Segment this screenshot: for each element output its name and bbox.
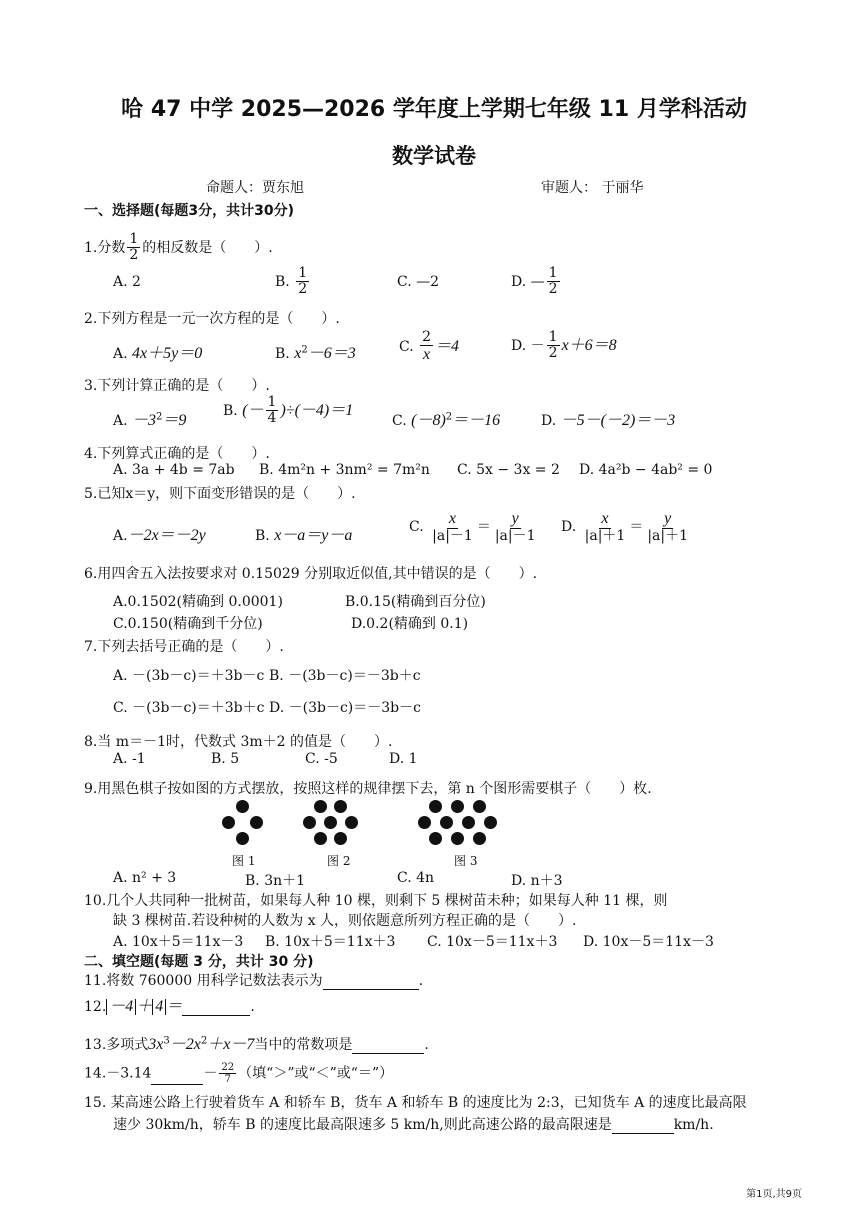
option-b[interactable]: B. x－a＝y－a: [255, 527, 353, 544]
option-d[interactable]: D. 10x－5＝11x－3: [583, 934, 714, 950]
question-15-line-2: 速少 30km/h，轿车 B 的速度比最高限速多 5 km/h,则此高速公路的最高限速是 km/h.: [113, 1117, 714, 1133]
option-c[interactable]: C. $\frac{2}{x}$ ＝4: [399, 329, 460, 364]
question-8-options: [113, 751, 613, 771]
option-d[interactable]: D. — $\frac{1}{2}$: [511, 265, 558, 298]
option-c[interactable]: C. -5: [305, 751, 338, 767]
figure-3-caption: 图 3: [454, 854, 478, 868]
option-c[interactable]: C. —2: [397, 274, 440, 290]
question-12: 12. －4 ＋ 4 ＝ .: [84, 998, 255, 1015]
question-15-line-1: 15. 某高速公路上行驶着货车 A 和轿车 B，货车 A 和轿车 B 的速度比为 2:3，已知货车 A 的速度比最高限: [84, 1095, 747, 1111]
option-b[interactable]: B. $\frac{1}{2}$: [275, 265, 308, 298]
option-b[interactable]: B. 5: [211, 751, 240, 767]
answer-blank[interactable]: [182, 1015, 250, 1016]
option-c[interactable]: C. 10x－5＝11x＋3: [427, 934, 558, 950]
option-b[interactable]: B.0.15(精确到百分位): [345, 594, 486, 610]
option-b[interactable]: B. 3n＋1: [245, 873, 306, 889]
question-1: 1.分数 $\frac{1}{2}$ 的相反数是（ ）.: [84, 231, 273, 264]
option-a[interactable]: A. 10x＋5＝11x－3: [113, 934, 244, 950]
option-a[interactable]: A. 4x＋5y＝0: [113, 345, 203, 362]
page-subtitle: 数学试卷: [392, 144, 476, 168]
option-c[interactable]: C. 5x − 3x = 2: [457, 462, 560, 478]
question-9-options: [113, 870, 713, 890]
question-10-line-1: 10.几个人共同种一批树苗，如果每人种 10 棵，则剩下 5 棵树苗未种；如果每人种 11 棵，则: [84, 893, 668, 909]
option-a[interactable]: A. -1: [113, 751, 146, 767]
answer-blank[interactable]: [612, 1133, 674, 1134]
page-title: 哈 47 中学 2025—2026 学年度上学期七年级 11 月学科活动: [121, 97, 747, 122]
option-d[interactable]: D. $\frac{x}{|a|+1}$ ＝ $\frac{y}{|a|+1}$: [561, 510, 689, 544]
figure-2-caption: 图 2: [327, 854, 351, 868]
question-4-options: [113, 462, 833, 482]
option-c[interactable]: C. －(3b－c)＝＋3b＋c: [113, 700, 265, 716]
option-a[interactable]: A. 2: [113, 274, 141, 290]
option-d[interactable]: D. n＋3: [511, 873, 563, 889]
option-a[interactable]: A. $-3^2=9$: [113, 411, 187, 429]
option-d[interactable]: D. －5－(－2)＝－3: [541, 412, 676, 429]
figure-1-caption: 图 1: [232, 854, 256, 868]
section-fill-heading: 二、填空题(每题 3 分，共计 30 分): [84, 954, 314, 970]
question-2: 2.下列方程是一元一次方程的是（ ）.: [84, 311, 340, 327]
option-c[interactable]: C. $(-8)^2=-16$: [392, 411, 501, 429]
option-a[interactable]: A.0.1502(精确到 0.0001): [113, 594, 283, 610]
answer-blank[interactable]: [151, 1084, 203, 1085]
question-13: 13.多项式$3x^3-2x^2+x-7$当中的常数项是 .: [84, 1035, 429, 1053]
question-5: 5.已知x＝y，则下面变形错误的是（ ）.: [84, 486, 356, 502]
question-4: 4.下列算式正确的是（ ）.: [84, 446, 270, 462]
option-d[interactable]: D. －(3b－c)＝－3b－c: [269, 700, 421, 716]
option-b[interactable]: B. 10x＋5＝11x＋3: [265, 934, 396, 950]
option-c[interactable]: C. $\frac{x}{|a|-1}$ ＝ $\frac{y}{|a|-1}$: [409, 510, 536, 544]
section-choice-heading: 一、选择题(每题3分，共计30分): [84, 203, 295, 219]
option-a[interactable]: A. 3a + 4b = 7ab: [113, 462, 235, 478]
question-9: 9.用黑色棋子按如图的方式摆放，按照这样的规律摆下去，第 n 个图形需要棋子（ ）枚.: [84, 781, 652, 797]
question-6-options: [113, 591, 813, 635]
answer-blank[interactable]: [323, 989, 419, 990]
question-7-options: [113, 665, 813, 721]
option-a[interactable]: A. n² + 3: [113, 870, 177, 886]
option-c[interactable]: C.0.150(精确到千分位): [113, 616, 263, 632]
option-a[interactable]: A.－2x＝－2y: [113, 527, 206, 544]
question-2-options: [113, 330, 813, 370]
question-3: 3.下列计算正确的是（ ）.: [84, 378, 270, 394]
figure-3-pattern: [418, 800, 518, 846]
question-11: 11.将数 760000 用科学记数法表示为 .: [84, 973, 424, 989]
question-8: 8.当 m＝－1时，代数式 3m＋2 的值是（ ）.: [84, 734, 393, 750]
option-d[interactable]: D. － $\frac{1}{2}$ x＋6＝8: [511, 329, 617, 362]
question-5-options: [113, 510, 833, 556]
figure-1-pattern: [218, 800, 270, 846]
option-b[interactable]: B. (－ $\frac{1}{4}$ )÷(－4)＝1: [223, 394, 354, 427]
option-c[interactable]: C. 4n: [397, 870, 435, 886]
page-number: 第1页,共9页: [746, 1189, 802, 1200]
option-d[interactable]: D.0.2(精确到 0.1): [351, 616, 469, 632]
figure-2-pattern: [303, 800, 369, 846]
fraction: $\frac{1}{2}$: [129, 231, 139, 264]
question-10-options: [113, 931, 833, 951]
question-14: 14.－3.14 － $\frac{22}{7}$ （填“＞”或“＜”或“＝”）: [84, 1062, 394, 1085]
answer-blank[interactable]: [352, 1053, 424, 1054]
question-6: 6.用四舍五入法按要求对 0.15029 分别取近似值,其中错误的是（ ）.: [84, 566, 538, 582]
question-3-options: [113, 395, 813, 439]
question-1-options: [113, 266, 813, 306]
option-a[interactable]: A. －(3b－c)＝＋3b－c: [113, 668, 265, 684]
question-7: 7.下列去括号正确的是（ ）.: [84, 639, 284, 655]
reviewer-name: 审题人： 于丽华: [541, 180, 644, 196]
option-d[interactable]: D. 4a²b − 4ab² = 0: [579, 462, 713, 478]
option-d[interactable]: D. 1: [389, 751, 418, 767]
setter-name: 命题人：贾东旭: [206, 180, 304, 196]
option-b[interactable]: B. $x^2-6=3$: [275, 344, 356, 362]
question-10-line-2: 缺 3 棵树苗.若设种树的人数为 x 人，则依题意所列方程正确的是（ ）.: [113, 913, 577, 929]
option-b[interactable]: B. －(3b－c)＝－3b＋c: [269, 668, 421, 684]
option-b[interactable]: B. 4m²n + 3nm² = 7m²n: [259, 462, 430, 478]
